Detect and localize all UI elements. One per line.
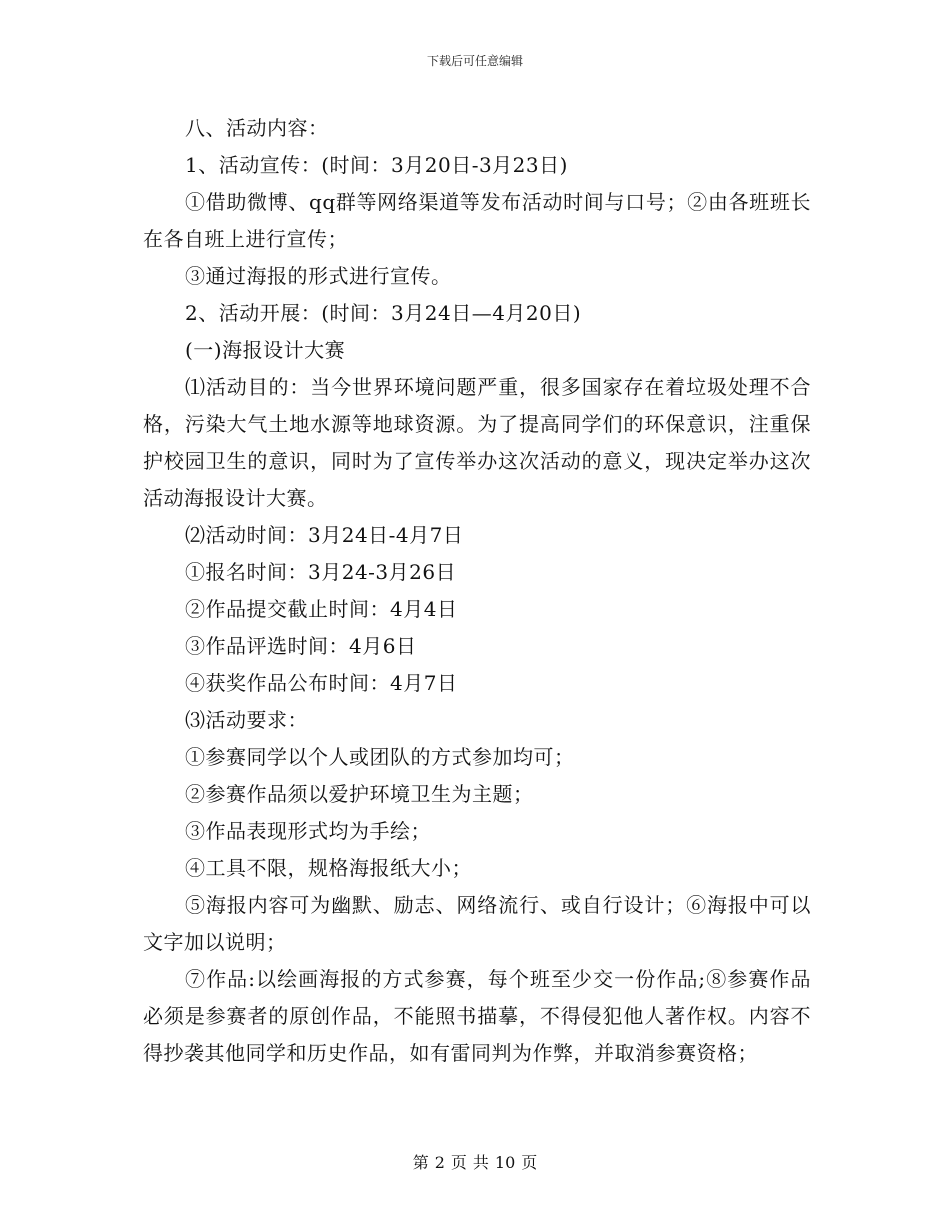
paragraph: ⑤海报内容可为幽默、励志、网络流行、或自行设计；⑥海报中可以文字加以说明； <box>143 893 811 954</box>
paragraph: 1、活动宣传：(时间：3月20日-3月23日) <box>185 153 568 177</box>
footer-page-label: 第 <box>412 1153 429 1172</box>
paragraph: ①借助微博、qq群等网络渠道等发布活动时间与口号；②由各班班长在各自班上进行宣传； <box>143 190 811 251</box>
footer-total-label: 共 <box>472 1153 489 1172</box>
paragraph: ④工具不限，规格海报纸大小； <box>185 856 472 880</box>
paragraph: ②作品提交截止时间：4月4日 <box>185 597 458 621</box>
footer-total-pages: 10 <box>494 1153 516 1172</box>
page-footer <box>0 1152 950 1174</box>
paragraph: ①参赛同学以个人或团队的方式参加均可； <box>185 745 575 769</box>
paragraph: 八、活动内容： <box>185 116 329 140</box>
paragraph: ③作品表现形式均为手绘； <box>185 819 431 843</box>
paragraph: (一)海报设计大赛 <box>185 338 346 362</box>
page-header: 下载后可任意编辑 <box>426 54 523 68</box>
footer-page-unit: 页 <box>450 1153 467 1172</box>
footer-current-page: 2 <box>434 1153 445 1172</box>
paragraph: ③通过海报的形式进行宣传。 <box>185 264 452 288</box>
paragraph: ①报名时间：3月24-3月26日 <box>185 560 457 584</box>
paragraph: ⑵活动时间：3月24日-4月7日 <box>185 523 464 547</box>
document-body <box>143 110 811 1072</box>
paragraph: 2、活动开展：(时间：3月24日—4月20日) <box>185 301 582 325</box>
paragraph: ⑦作品:以绘画海报的方式参赛，每个班至少交一份作品;⑧参赛作品必须是参赛者的原创作品，不能照书描摹，不得侵犯他人著作权。内容不得抄袭其他同学和历史作品，如有雷同判为作弊，并取消参赛资格； <box>143 967 811 1065</box>
footer-total-unit: 页 <box>521 1153 538 1172</box>
paragraph: ⑴活动目的：当今世界环境问题严重，很多国家存在着垃圾处理不合格，污染大气土地水源等地球资源。为了提高同学们的环保意识，注重保护校园卫生的意识，同时为了宣传举办这次活动的意义，现决定举办这次活动海报设计大赛。 <box>143 375 811 510</box>
paragraph: ⑶活动要求： <box>185 708 308 732</box>
paragraph: ②参赛作品须以爱护环境卫生为主题； <box>185 782 534 806</box>
paragraph: ④获奖作品公布时间：4月7日 <box>185 671 458 695</box>
paragraph: ③作品评选时间：4月6日 <box>185 634 417 658</box>
